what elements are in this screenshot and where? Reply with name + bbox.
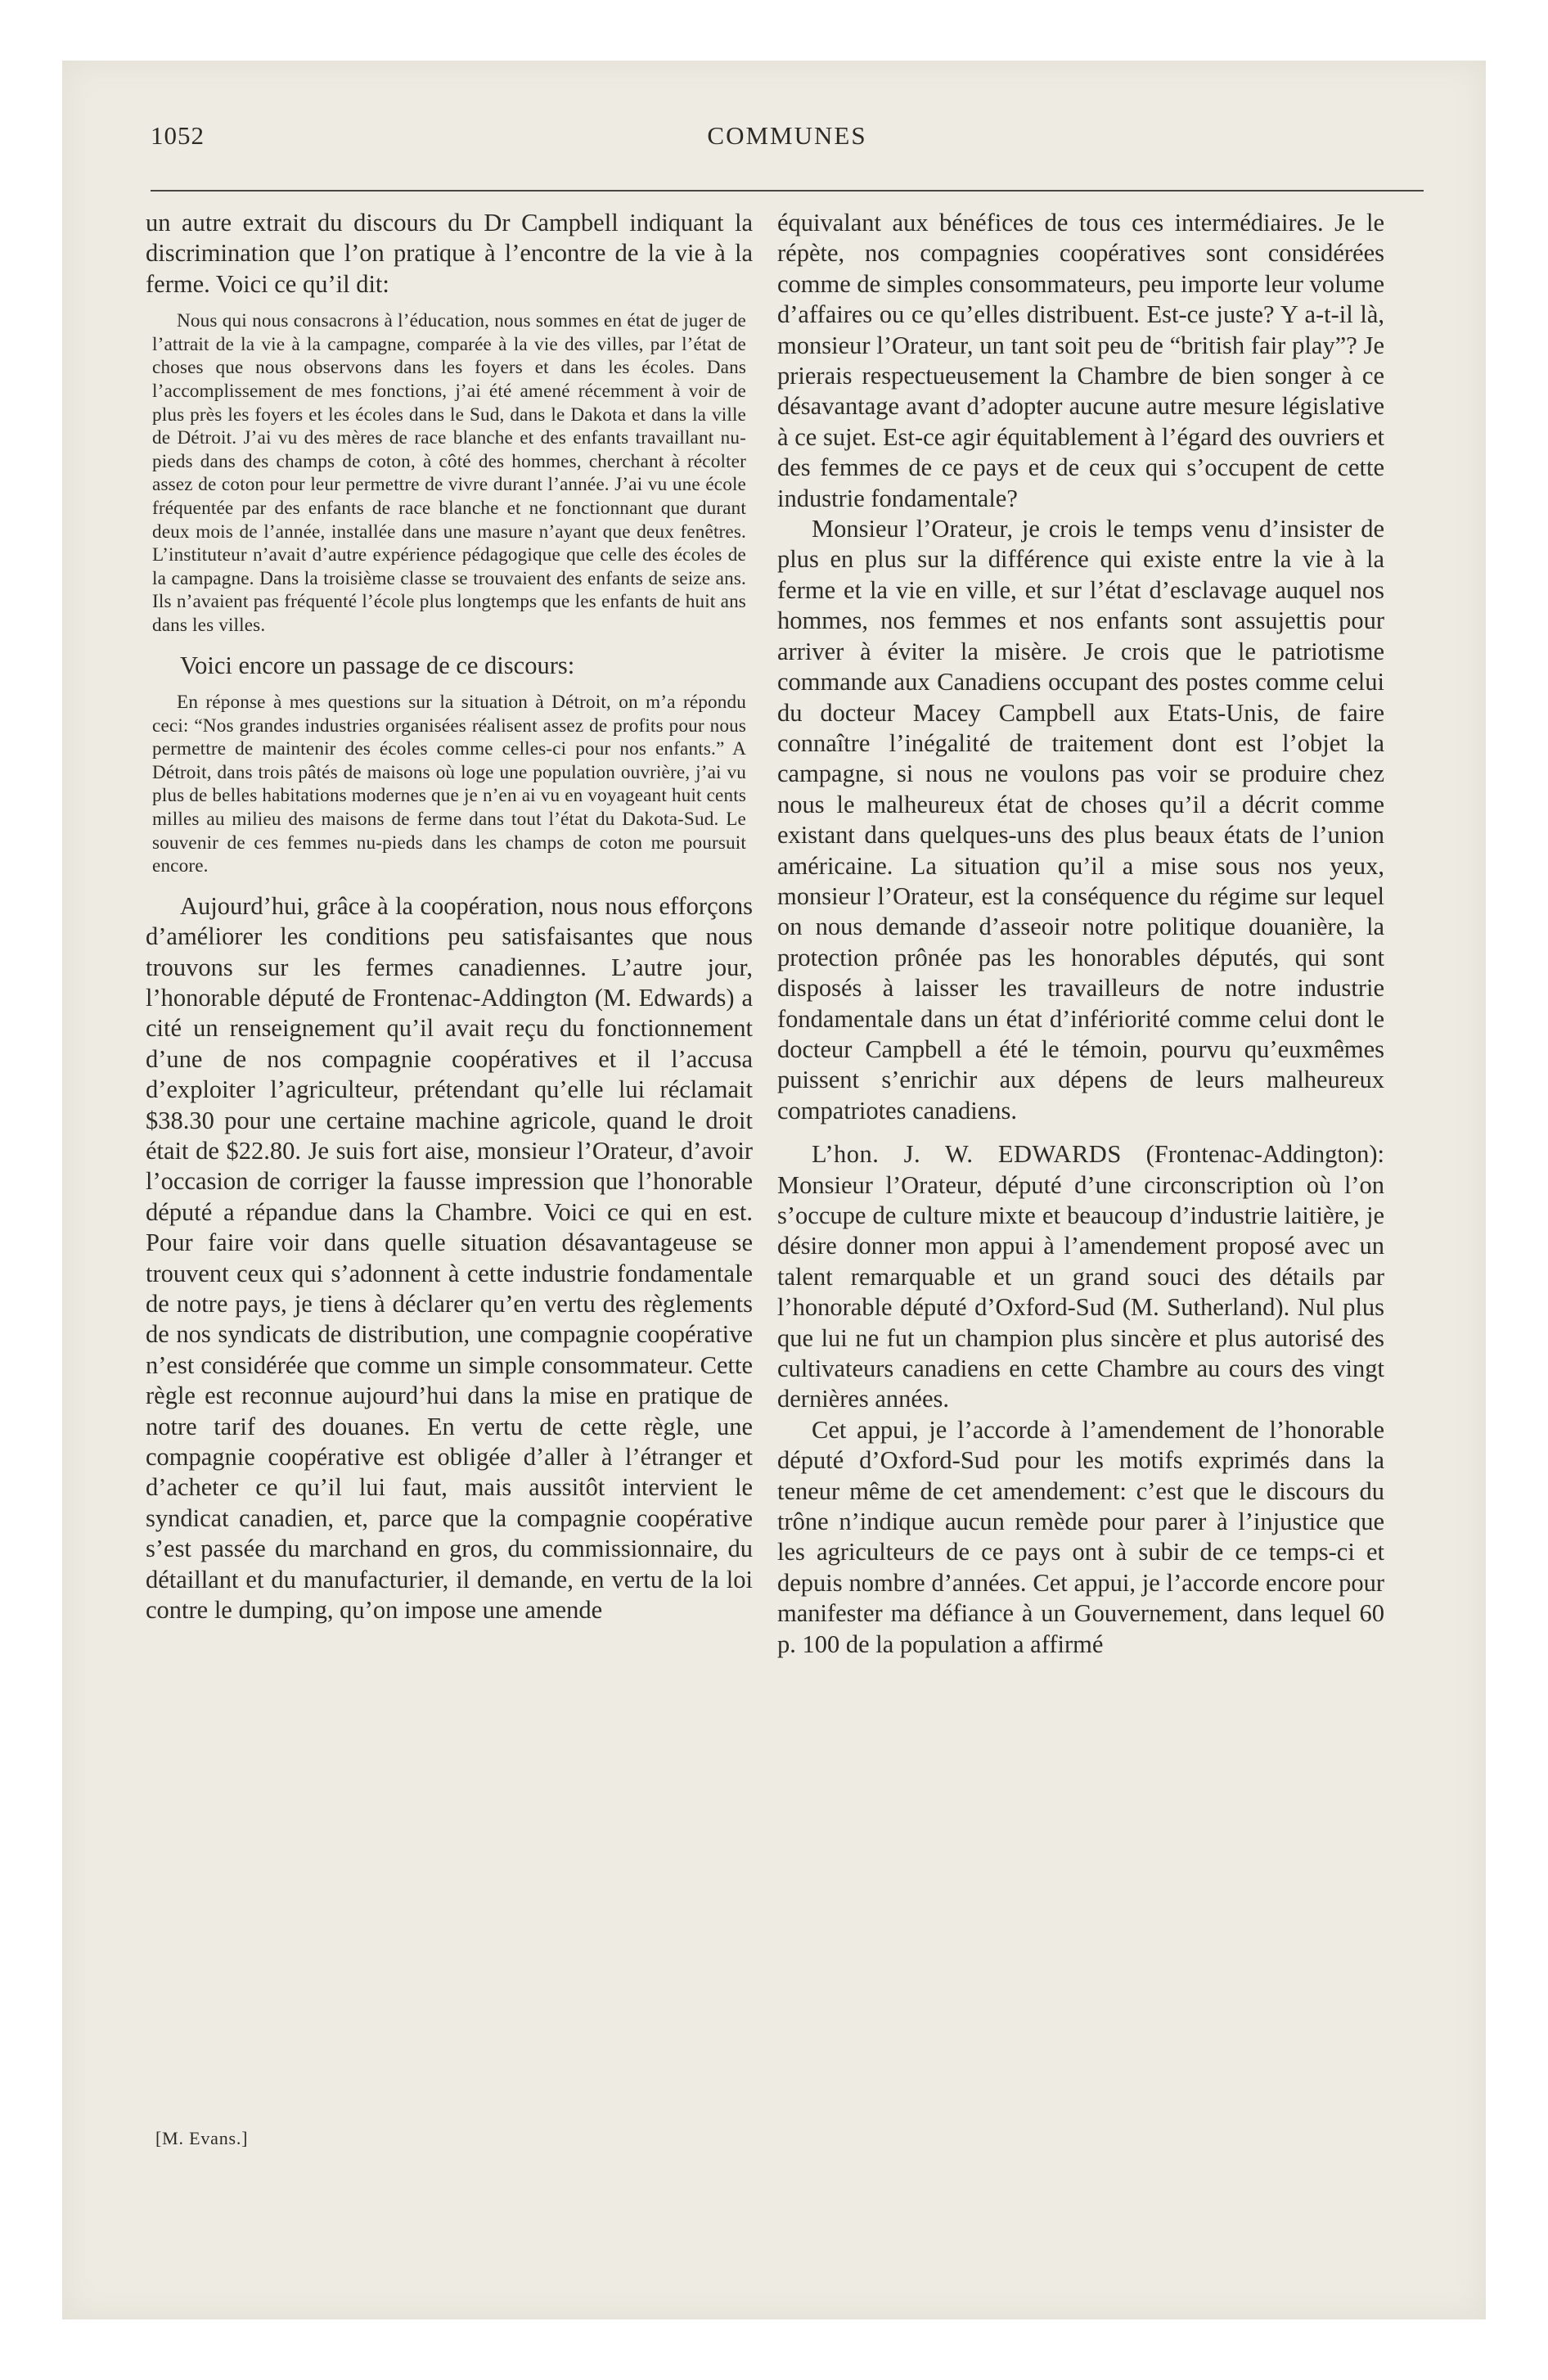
header-rule (151, 190, 1424, 192)
page-number: 1052 (151, 121, 205, 150)
speaker-text: (Frontenac-Addington): Monsieur l’Orateur, député d’une circonscription où l’on s’occupe de culture mixte et beaucoup d’industrie laitière, je désire donner mon appui à l’amendement proposé avec un talent remarquable et un grand souci des détails par l’honorable député d’Oxford-Sud (M. Sutherland). Nul plus que lui ne fut un champion plus sincère et plus autorisé des cultivateurs canadiens en cette Chambre au cours des vingt dernières années. (777, 1140, 1385, 1413)
quote-block-1: Nous qui nous consacrons à l’éducation, nous sommes en état de juger de l’attrait de la vie à la campagne, comparée à la vie des villes, par l’état de choses que nous observons dans les foyers et dans les écoles. Dans l’accomplissement de mes fonctions, j’ai été amené récemment à voir de plus près les foyers et les écoles dans le Sud, dans le Dakota et dans la ville de Détroit. J’ai vu des mères de race blanche et des enfants travaillant nu-pieds dans des champs de coton, à côté des hommes, cherchant à récolter assez de coton pour leur permettre de vivre durant l’année. J’ai vu une école fréquentée par des enfants de race blanche et ne fonctionnant que durant deux mois de l’année, installée dans une masure n’ayant que deux fenêtres. L’instituteur n’avait d’autre expérience pédagogique que celle des écoles de la campagne. Dans la troisième classe se trouvaient des enfants de seize ans. Ils n’avaient pas fréquenté l’école plus longtemps que les enfants de huit ans dans les villes. (152, 310, 746, 636)
left-paragraph-3: Aujourd’hui, grâce à la coopération, nous nous efforçons d’améliorer les conditions peu satisfaisantes que nous trouvons sur les fermes canadiennes. L’autre jour, l’honorable député de Frontenac-Addington (M. Edwards) a cité un renseignement qu’il avait reçu du fonctionnement d’une de nos compagnie coopératives et il l’accusa d’exploiter l’agriculteur, prétendant qu’elle lui réclamait $38.30 pour une certaine machine agricole, quand le droit était de $22.80. Je suis fort aise, monsieur l’Orateur, d’avoir l’occasion de corriger la fausse impression que l’honorable député a répandue dans la Chambre. Voici ce qui en est. Pour faire voir dans quelle situation désavantageuse se trouvent ceux qui s’adonnent à cette industrie fondamentale de notre pays, je tiens à déclarer qu’en vertu des règlements de nos syndicats de distribution, une compagnie coopérative n’est considérée que comme un simple consommateur. Cette règle est reconnue aujourd’hui dans la mise en pratique de notre tarif des douanes. En vertu de cette règle, une compagnie coopérative est obligée d’aller à l’étranger et d’acheter ce qu’il lui faut, mais aussitôt intervient le syndicat canadien, et, parce que la compagnie coopérative s’est passée du marchand en gros, du commissionnaire, du détaillant et du manufacturier, il demande, en vertu de la loi contre le dumping, qu’on impose une amende (146, 891, 753, 1625)
quote-block-2: En réponse à mes questions sur la situation à Détroit, on m’a répondu ceci: “Nos grandes industries organisées réalisent assez de profits pour nous permettre de maintenir des écoles comme celles-ci pour nos enfants.” A Détroit, dans trois pâtés de maisons où loge une population ouvrière, j’ai vu plus de belles habitations modernes que je n’en ai vu en voyageant huit cents milles au milieu des maisons de ferme dans tout l’état du Dakota-Sud. Le souvenir de ces femmes nu-pieds dans les champs de coton me poursuit encore. (152, 691, 746, 877)
running-head: COMMUNES (707, 121, 867, 150)
right-paragraph-1: équivalant aux bénéfices de tous ces intermédiaires. Je le répète, nos compagnies coopératives sont considérées comme de simples consommateurs, peu importe leur volume d’affaires ou ce qu’elles distribuent. Est-ce juste? Y a-t-il là, monsieur l’Orateur, un tant soit peu de “british fair play”? Je prierais respectueusement la Chambre de bien songer à ce désavantage avant d’adopter aucune autre mesure législative à ce sujet. Est-ce agir équitablement à l’égard des ouvriers et des femmes de ce pays et de ceux qui s’occupent de cette industrie fondamentale? (777, 209, 1384, 512)
page-header (151, 121, 1424, 170)
right-paragraph-2: Monsieur l’Orateur, je crois le temps venu d’insister de plus en plus sur la différence qui existe entre la vie à la ferme et la vie en ville, et sur l’état d’esclavage auquel nos hommes, nos femmes et nos enfants sont assujettis pour arriver à éviter la misère. Je crois que le patriotisme commande aux Canadiens occupant des postes comme celui du docteur Macey Campbell aux Etats-Unis, de faire connaître l’inégalité de traitement dont est l’objet la campagne, si nous ne voulons pas voir se produire chez nous le malheureux état de choses qu’il a décrit comme existant dans quelques-uns des plus beaux états de l’union américaine. La situation qu’il a mise sous nos yeux, monsieur l’Orateur, est la conséquence du régime sur lequel on nous demande d’asseoir notre politique douanière, la protection prônée pas les honorables députés, qui sont disposés à laisser les travailleurs de notre industrie fondamentale dans un état d’infériorité comme celui dont le docteur Campbell a été le témoin, pourvu qu’euxmêmes puissent s’enrichir aux dépens de leurs malheureux compatriotes canadiens. (777, 515, 1384, 1125)
speaker-name: L’hon. J. W. EDWARDS (812, 1140, 1122, 1169)
left-paragraph-2: Voici encore un passage de ce discours: (180, 651, 575, 679)
right-paragraph-3 (777, 1139, 1384, 1415)
left-column (146, 208, 753, 1625)
right-paragraph-4: Cet appui, je l’accorde à l’amendement de l’honorable député d’Oxford-Sud pour les motifs exprimés dans la teneur même de cet amendement: c’est que le discours du trône n’indique aucun remède pour parer à l’injustice que les agriculteurs de ce pays ont à subir de ce temps-ci et depuis nombre d’années. Cet appui, je l’accorde encore pour manifester ma défiance à un Gouvernement, dans lequel 60 p. 100 de la population a affirmé (777, 1415, 1384, 1658)
left-paragraph-1: un autre extrait du discours du Dr Campbell indiquant la discrimination que l’on pratique à l’encontre de la vie à la ferme. Voici ce qu’il dit: (146, 209, 753, 298)
right-column (777, 208, 1384, 1660)
speaker-reference: [M. Evans.] (155, 2128, 249, 2148)
